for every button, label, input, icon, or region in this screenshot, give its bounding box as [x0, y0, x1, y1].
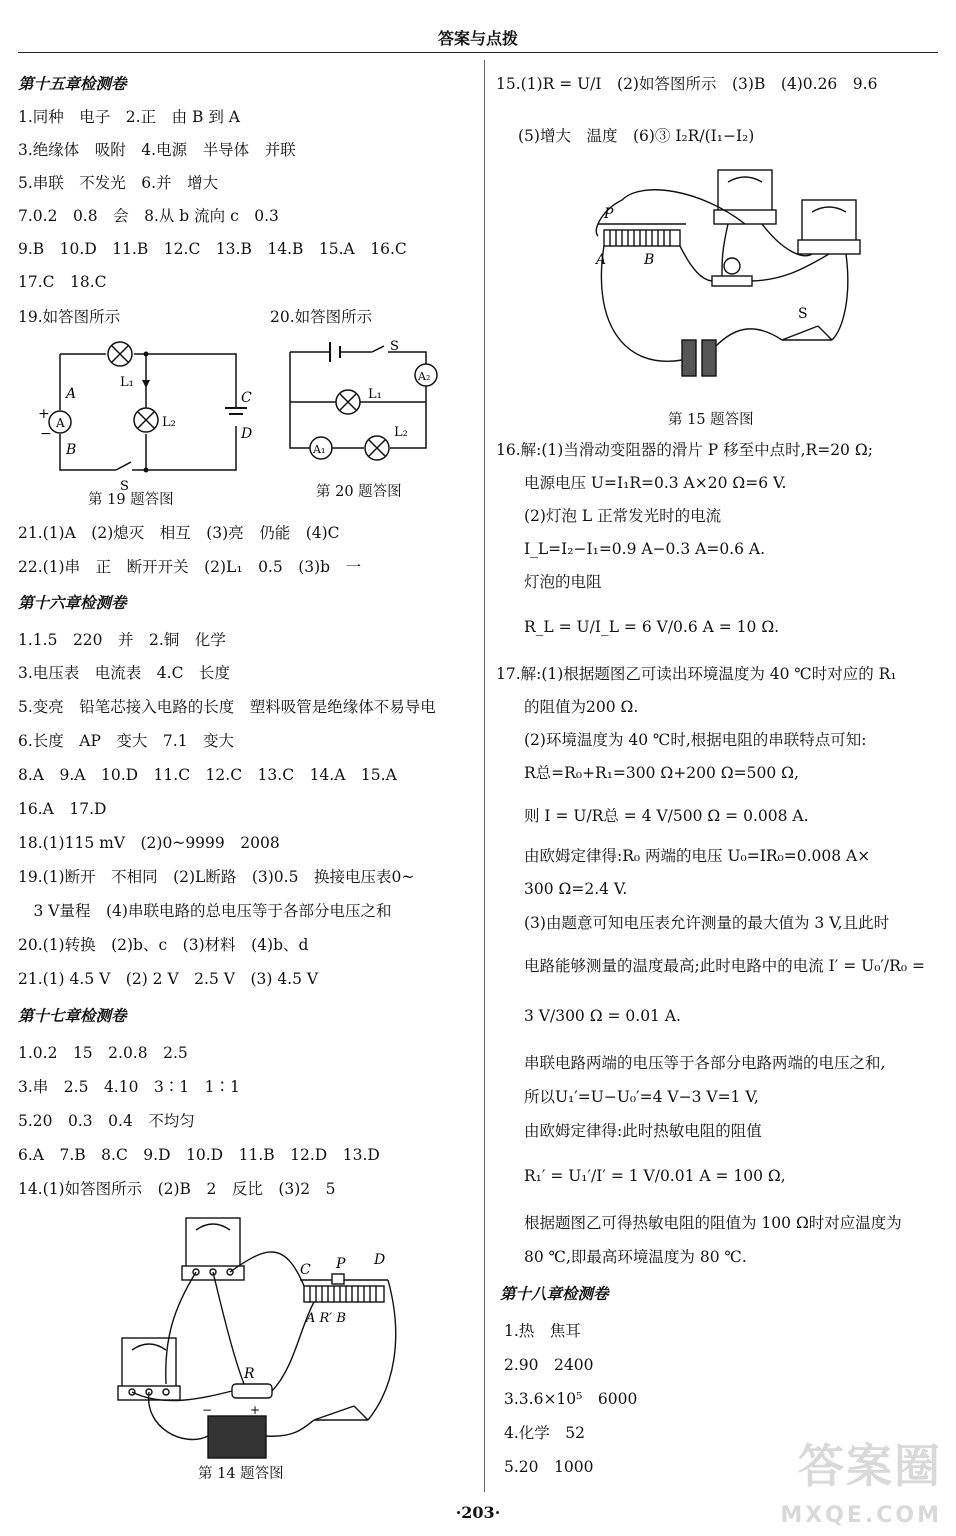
- figure-19-circuit: [36, 338, 253, 494]
- sec16-line: 16.A 17.D: [18, 800, 107, 818]
- figure-15-apparatus: [582, 170, 872, 390]
- sec16-line: 6.长度 AP 变大 7.1 变大: [18, 732, 235, 750]
- fig15-label-P: P: [604, 206, 614, 222]
- fig20-L1: L₁: [368, 387, 382, 402]
- sec15-line: 7.0.2 0.8 会 8.从 b 流向 c 0.3: [18, 207, 279, 225]
- figure-20-circuit: [284, 340, 464, 460]
- fig14-label-ARB: A R′ B: [306, 1311, 346, 1326]
- sec16-line: 20.(1)转换 (2)b、c (3)材料 (4)b、d: [18, 936, 309, 954]
- q17-line: (2)环境温度为 40 ℃时,根据电阻的串联特点可知:: [524, 731, 867, 749]
- sec17-line: 1.0.2 15 2.0.8 2.5: [18, 1044, 188, 1062]
- q16-line: 16.解:(1)当滑动变阻器的滑片 P 移至中点时,R=20 Ω;: [496, 441, 873, 459]
- q19-label: 19.如答图所示: [18, 308, 121, 326]
- fig14-plus: +: [250, 1403, 261, 1417]
- sec18-line: 2.90 2400: [504, 1356, 594, 1374]
- q16-line: I_L=I₂−I₁=0.9 A−0.3 A=0.6 A.: [524, 540, 766, 558]
- page-header: [0, 0, 956, 56]
- q17-line: 的阻值为200 Ω.: [524, 698, 639, 716]
- section-15-title: 第十五章检测卷: [18, 75, 127, 93]
- q17-line: 电路能够测量的温度最高;此时电路中的电流 I′ = U₀′/R₀ =: [524, 957, 925, 975]
- q17-line: 所以U₁′=U−U₀′=4 V−3 V=1 V,: [524, 1088, 759, 1106]
- fig20-A1: A₁: [313, 443, 326, 456]
- q17-line: 17.解:(1)根据题图乙可读出环境温度为 40 ℃时对应的 R₁: [496, 665, 897, 683]
- sec16-line: 18.(1)115 mV (2)0~9999 2008: [18, 834, 280, 852]
- fig14-label-P: P: [336, 1256, 346, 1272]
- fig19-label-D: D: [241, 426, 253, 442]
- q15-line-1: 15.(1)R = U/I (2)如答图所示 (3)B (4)0.26 9.6: [496, 75, 878, 93]
- sec16-line: 3 V量程 (4)串联电路的总电压等于各部分电压之和: [18, 902, 392, 920]
- q15-line-2: (5)增大 温度 (6)③ I₂R/(I₁−I₂): [518, 127, 755, 145]
- fig19-ammeter-symbol: A: [56, 416, 65, 430]
- sec16-line: 8.A 9.A 10.D 11.C 12.C 13.C 14.A 15.A: [18, 766, 397, 784]
- fig19-label-S: S: [120, 479, 129, 494]
- figure-14-apparatus: [104, 1208, 414, 1458]
- fig15-label-A: A: [596, 252, 607, 268]
- sec15-line: 21.(1)A (2)熄灭 相互 (3)亮 仍能 (4)C: [18, 524, 340, 542]
- sec18-line: 5.20 1000: [504, 1458, 594, 1476]
- sec17-line: 14.(1)如答图所示 (2)B 2 反比 (3)2 5: [18, 1180, 336, 1198]
- fig19-label-C: C: [241, 390, 252, 406]
- fig15-caption: 第 15 题答图: [668, 412, 754, 428]
- q16-line: R_L = U/I_L = 6 V/0.6 A = 10 Ω.: [524, 618, 780, 636]
- q16-line: (2)灯泡 L 正常发光时的电流: [524, 507, 722, 525]
- fig14-label-R: R: [244, 1366, 255, 1382]
- watermark-logo: 答案圈: [798, 1439, 942, 1493]
- fig19-L2: L₂: [162, 415, 176, 430]
- sec16-line: 21.(1) 4.5 V (2) 2 V 2.5 V (3) 4.5 V: [18, 970, 319, 988]
- q20-label: 20.如答图所示: [270, 308, 373, 326]
- sec15-line: 3.绝缘体 吸附 4.电源 半导体 并联: [18, 141, 296, 159]
- fig19-label-A: A: [66, 386, 77, 402]
- q17-line: (3)由题意可知电压表允许测量的最大值为 3 V,且此时: [524, 914, 890, 932]
- fig15-label-S: S: [798, 306, 808, 322]
- q17-line: 根据题图乙可得热敏电阻的阻值为 100 Ω时对应温度为: [524, 1214, 902, 1232]
- fig14-label-C: C: [300, 1262, 311, 1278]
- section-17-title: 第十七章检测卷: [18, 1007, 127, 1025]
- q17-line: 则 I = U/R总 = 4 V/500 Ω = 0.008 A.: [524, 807, 809, 825]
- sec16-line: 19.(1)断开 不相同 (2)L断路 (3)0.5 换接电压表0~: [18, 868, 415, 886]
- fig19-caption: 第 19 题答图: [88, 492, 174, 508]
- sec15-line: 5.串联 不发光 6.并 增大: [18, 174, 219, 192]
- sec17-line: 6.A 7.B 8.C 9.D 10.D 11.B 12.D 13.D: [18, 1146, 380, 1164]
- sec17-line: 3.串 2.5 4.10 3∶1 1∶1: [18, 1078, 240, 1096]
- q17-line: 300 Ω=2.4 V.: [524, 880, 628, 898]
- page-number: ·203·: [455, 1503, 501, 1522]
- q16-line: 电源电压 U=I₁R=0.3 A×20 Ω=6 V.: [524, 474, 787, 492]
- sec18-line: 3.3.6×10⁵ 6000: [504, 1390, 638, 1408]
- sec18-line: 1.热 焦耳: [504, 1322, 581, 1340]
- sec16-line: 3.电压表 电流表 4.C 长度: [18, 664, 230, 682]
- sec15-line: 1.同种 电子 2.正 由 B 到 A: [18, 108, 240, 126]
- header-title: 答案与点拨: [437, 29, 518, 48]
- q17-line: 3 V/300 Ω = 0.01 A.: [524, 1007, 681, 1025]
- sec15-line: 17.C 18.C: [18, 273, 107, 291]
- fig14-minus: −: [202, 1403, 213, 1417]
- header-rule: [18, 52, 938, 53]
- sec18-line: 4.化学 52: [504, 1424, 586, 1442]
- fig15-label-B: B: [644, 252, 655, 268]
- fig20-caption: 第 20 题答图: [316, 484, 402, 500]
- q16-line: 灯泡的电阻: [524, 573, 602, 591]
- column-divider: [484, 60, 485, 1492]
- fig19-plus: +: [38, 406, 50, 422]
- q17-line: 80 ℃,即最高环境温度为 80 ℃.: [524, 1248, 747, 1266]
- q17-line: R总=R₀+R₁=300 Ω+200 Ω=500 Ω,: [524, 764, 799, 782]
- q17-line: 串联电路两端的电压等于各部分电路两端的电压之和,: [524, 1054, 886, 1072]
- q17-line: 由欧姆定律得:此时热敏电阻的阻值: [524, 1122, 762, 1140]
- sec15-line: 22.(1)串 正 断开开关 (2)L₁ 0.5 (3)b 一: [18, 558, 362, 576]
- sec16-line: 1.1.5 220 并 2.铜 化学: [18, 631, 226, 649]
- fig20-label-S: S: [390, 339, 399, 354]
- section-18-title: 第十八章检测卷: [500, 1285, 609, 1303]
- fig19-L1: L₁: [120, 375, 134, 390]
- fig14-caption: 第 14 题答图: [198, 1466, 284, 1482]
- sec15-line: 9.B 10.D 11.B 12.C 13.B 14.B 15.A 16.C: [18, 240, 407, 258]
- sec16-line: 5.变亮 铅笔芯接入电路的长度 塑料吸管是绝缘体不易导电: [18, 698, 436, 716]
- sec17-line: 5.20 0.3 0.4 不均匀: [18, 1112, 195, 1130]
- fig20-L2: L₂: [394, 425, 408, 440]
- fig14-label-D: D: [374, 1252, 386, 1268]
- q17-line: 由欧姆定律得:R₀ 两端的电压 U₀=IR₀=0.008 A×: [524, 847, 871, 865]
- q17-line: R₁′ = U₁′/I′ = 1 V/0.01 A = 100 Ω,: [524, 1167, 786, 1185]
- fig19-minus: −: [40, 426, 52, 442]
- fig19-label-B: B: [66, 442, 77, 458]
- watermark-url: MXQE.COM: [780, 1503, 942, 1528]
- section-16-title: 第十六章检测卷: [18, 594, 127, 612]
- fig20-A2: A₂: [418, 370, 431, 383]
